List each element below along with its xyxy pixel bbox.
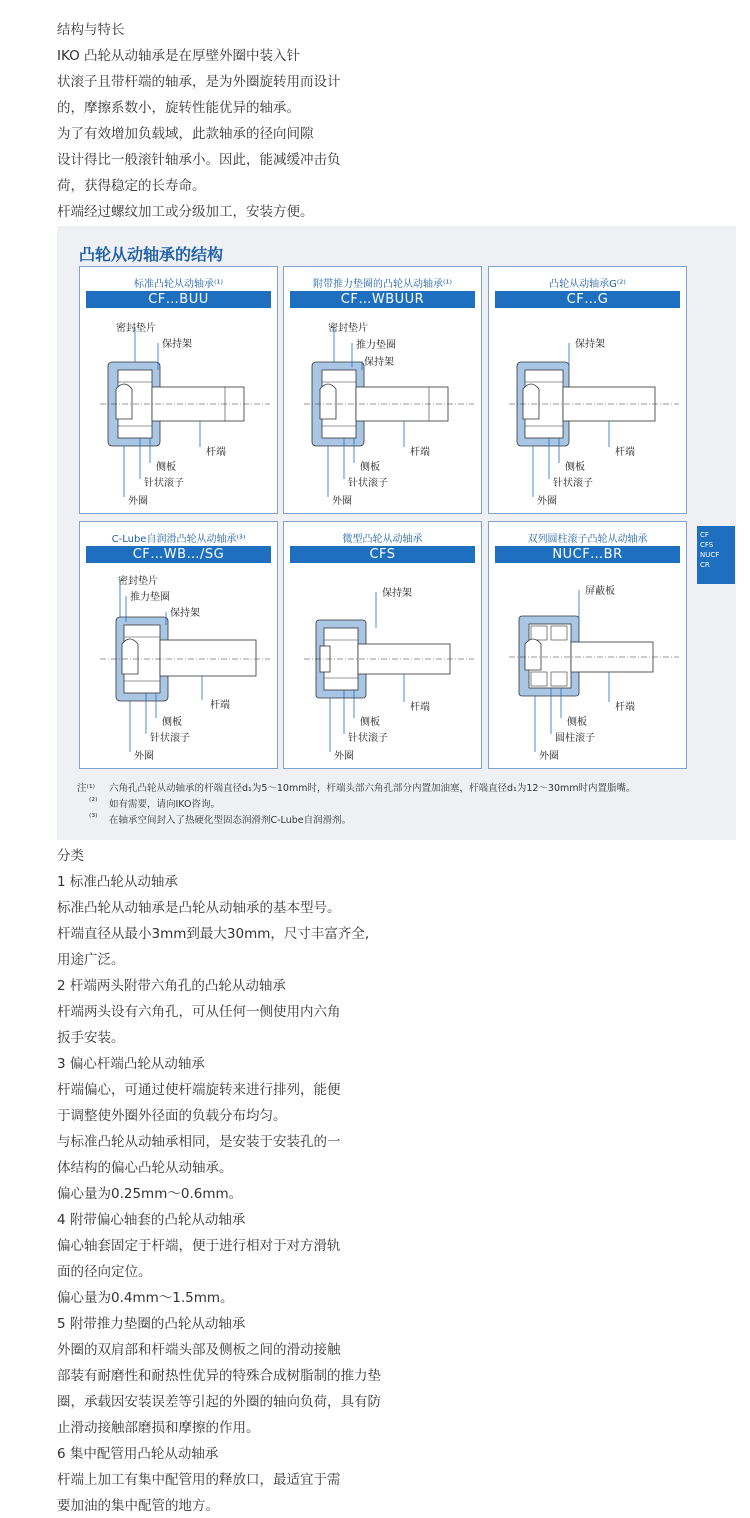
paragraph-line: 5 附带推力垫圈的凸轮从动轴承 [57,1316,246,1332]
part-label: 密封垫片 [328,323,368,334]
paragraph-line: 偏心轴套固定于杆端，便于进行相对于对方滑轨 [57,1238,341,1254]
part-label: 保持架 [170,608,200,619]
panel-title: 附带推力垫圈的凸轮从动轴承⁽¹⁾ [313,279,452,290]
part-label: 侧板 [162,717,182,728]
part-label: 杆端 [615,702,635,713]
paragraph-line: 杆端上加工有集中配管用的释放口，最适宜于需 [57,1472,341,1488]
paragraph-line: 与标准凸轮从动轴承相同，是安装于安装孔的一 [57,1134,341,1150]
part-label: 针状滚子 [553,478,593,489]
paragraph-line: 圈，承载因安装误差等引起的外圈的轴向负荷，具有防 [57,1394,381,1410]
part-label: 密封垫片 [116,323,156,334]
note-text: 在轴承空间封入了热硬化型固态润滑剂C-Lube自润滑剂。 [109,815,352,826]
part-label: 针状滚子 [144,478,184,489]
part-label: 外圈 [128,496,148,507]
part-label: 外圈 [334,751,354,762]
panel-code: NUCF…BR [495,546,680,563]
note-mark: 注⁽¹⁾ [77,783,95,794]
part-label: 推力垫圈 [356,340,396,351]
paragraph-line: 止滑动接触部磨损和摩擦的作用。 [57,1420,260,1436]
panel-code: CF…WBUUR [290,291,475,308]
section-heading: 结构与特长 [57,22,125,38]
note-text: 如有需要，请向IKO咨询。 [109,799,220,810]
panel-code: CF…WB…/SG [86,546,271,563]
paragraph-line: IKO 凸轮从动轴承是在厚壁外圈中装入针 [57,48,301,64]
part-label: 杆端 [206,447,226,458]
paragraph-line: 为了有效增加负载域，此款轴承的径向间隙 [57,126,314,142]
side-tab-item: CR [700,561,710,569]
paragraph-line: 荷，获得稳定的长寿命。 [57,178,206,194]
panel-title: 微型凸轮从动轴承 [342,534,423,545]
panel-title: 双列圆柱滚子凸轮从动轴承 [527,534,648,545]
paragraph-line: 的，摩擦系数小，旋转性能优异的轴承。 [57,100,300,116]
paragraph-line: 1 标准凸轮从动轴承 [57,874,178,890]
figure-title: 凸轮从动轴承的结构 [79,245,224,264]
part-label: 外圈 [332,496,352,507]
panel-code: CFS [290,546,475,563]
note-mark: ⁽³⁾ [89,812,98,823]
paragraph-line: 要加油的集中配管的地方。 [57,1498,219,1514]
side-tab-item: CF [700,531,709,539]
panel-title: 凸轮从动轴承G⁽²⁾ [549,279,626,290]
panel-code: CF…BUU [86,291,271,308]
paragraph-line: 3 偏心杆端凸轮从动轴承 [57,1056,205,1072]
bearing-structure-figure [57,226,736,840]
part-label: 密封垫片 [118,576,158,587]
part-label: 针状滚子 [348,478,388,489]
note-text: 六角孔凸轮从动轴承的杆端直径d₁为5～10mm时，杆端头部六角孔部分内置加油塞，杆端直径d₁为12～30mm时内置脂嘴。 [109,783,636,794]
paragraph-line: 外圈的双肩部和杆端头部及侧板之间的滑动接触 [57,1342,341,1358]
paragraph-line: 面的径向定位。 [57,1264,152,1280]
paragraph-line: 杆端两头设有六角孔，可从任何一侧使用内六角 [57,1004,341,1020]
part-label: 侧板 [565,462,585,473]
side-tab-item: NUCF [700,551,720,559]
part-label: 针状滚子 [150,733,190,744]
panel-cf-buu [79,266,278,514]
part-label: 杆端 [615,447,635,458]
panel-title: C-Lube自润滑凸轮从动轴承⁽³⁾ [111,534,246,545]
note-mark: ⁽²⁾ [89,796,98,807]
part-label: 保持架 [575,339,605,350]
panel-title: 标准凸轮从动轴承⁽¹⁾ [134,279,223,290]
paragraph-line: 杆端偏心，可通过使杆端旋转来进行排列，能便 [57,1082,341,1098]
panel-cf-g [488,266,687,514]
part-label: 保持架 [162,339,192,350]
paragraph-line: 标准凸轮从动轴承是凸轮从动轴承的基本型号。 [57,900,341,916]
panel-cfs [283,521,482,769]
paragraph-line: 状滚子且带杆端的轴承，是为外圈旋转用而设计 [57,74,341,90]
paragraph-line: 杆端经过螺纹加工或分级加工，安装方便。 [57,204,314,220]
paragraph-line: 杆端直径从最小3mm到最大30mm，尺寸丰富齐全, [57,926,370,942]
part-label: 侧板 [360,462,380,473]
paragraph-line: 于调整使外圈外径面的负载分布均匀。 [57,1108,287,1124]
paragraph-line: 体结构的偏心凸轮从动轴承。 [57,1160,233,1176]
side-tab-item: CFS [700,541,714,549]
paragraph-line: 设计得比一般滚针轴承小。因此，能减缓冲击负 [57,152,341,168]
part-label: 外圈 [134,751,154,762]
part-label: 推力垫圈 [130,592,170,603]
part-label: 保持架 [364,357,394,368]
part-label: 杆端 [410,702,430,713]
part-label: 屏蔽板 [585,586,615,597]
paragraph-line: 6 集中配管用凸轮从动轴承 [57,1446,219,1462]
part-label: 针状滚子 [348,733,388,744]
category-side-tab [697,526,735,584]
paragraph-line: 4 附带偏心轴套的凸轮从动轴承 [57,1212,246,1228]
section-heading: 分类 [57,848,84,864]
paragraph-line: 2 杆端两头附带六角孔的凸轮从动轴承 [57,978,286,994]
paragraph-line: 偏心量为0.4mm～1.5mm。 [57,1290,234,1306]
part-label: 侧板 [567,717,587,728]
part-label: 圆柱滚子 [555,733,595,744]
paragraph-line: 偏心量为0.25mm～0.6mm。 [57,1186,243,1202]
part-label: 侧板 [360,717,380,728]
part-label: 杆端 [210,700,230,711]
paragraph-line: 用途广泛。 [57,952,125,968]
part-label: 保持架 [382,588,412,599]
paragraph-line: 部装有耐磨性和耐热性优异的特殊合成树脂制的推力垫 [57,1368,381,1384]
panel-cf-wb-sg [79,521,278,769]
part-label: 杆端 [410,447,430,458]
paragraph-line: 扳手安装。 [57,1030,125,1046]
part-label: 外圈 [537,496,557,507]
panel-code: CF…G [495,291,680,308]
panel-cf-wbuur [283,266,482,514]
part-label: 侧板 [156,462,176,473]
panel-nucf-br [488,521,687,769]
part-label: 外圈 [539,751,559,762]
